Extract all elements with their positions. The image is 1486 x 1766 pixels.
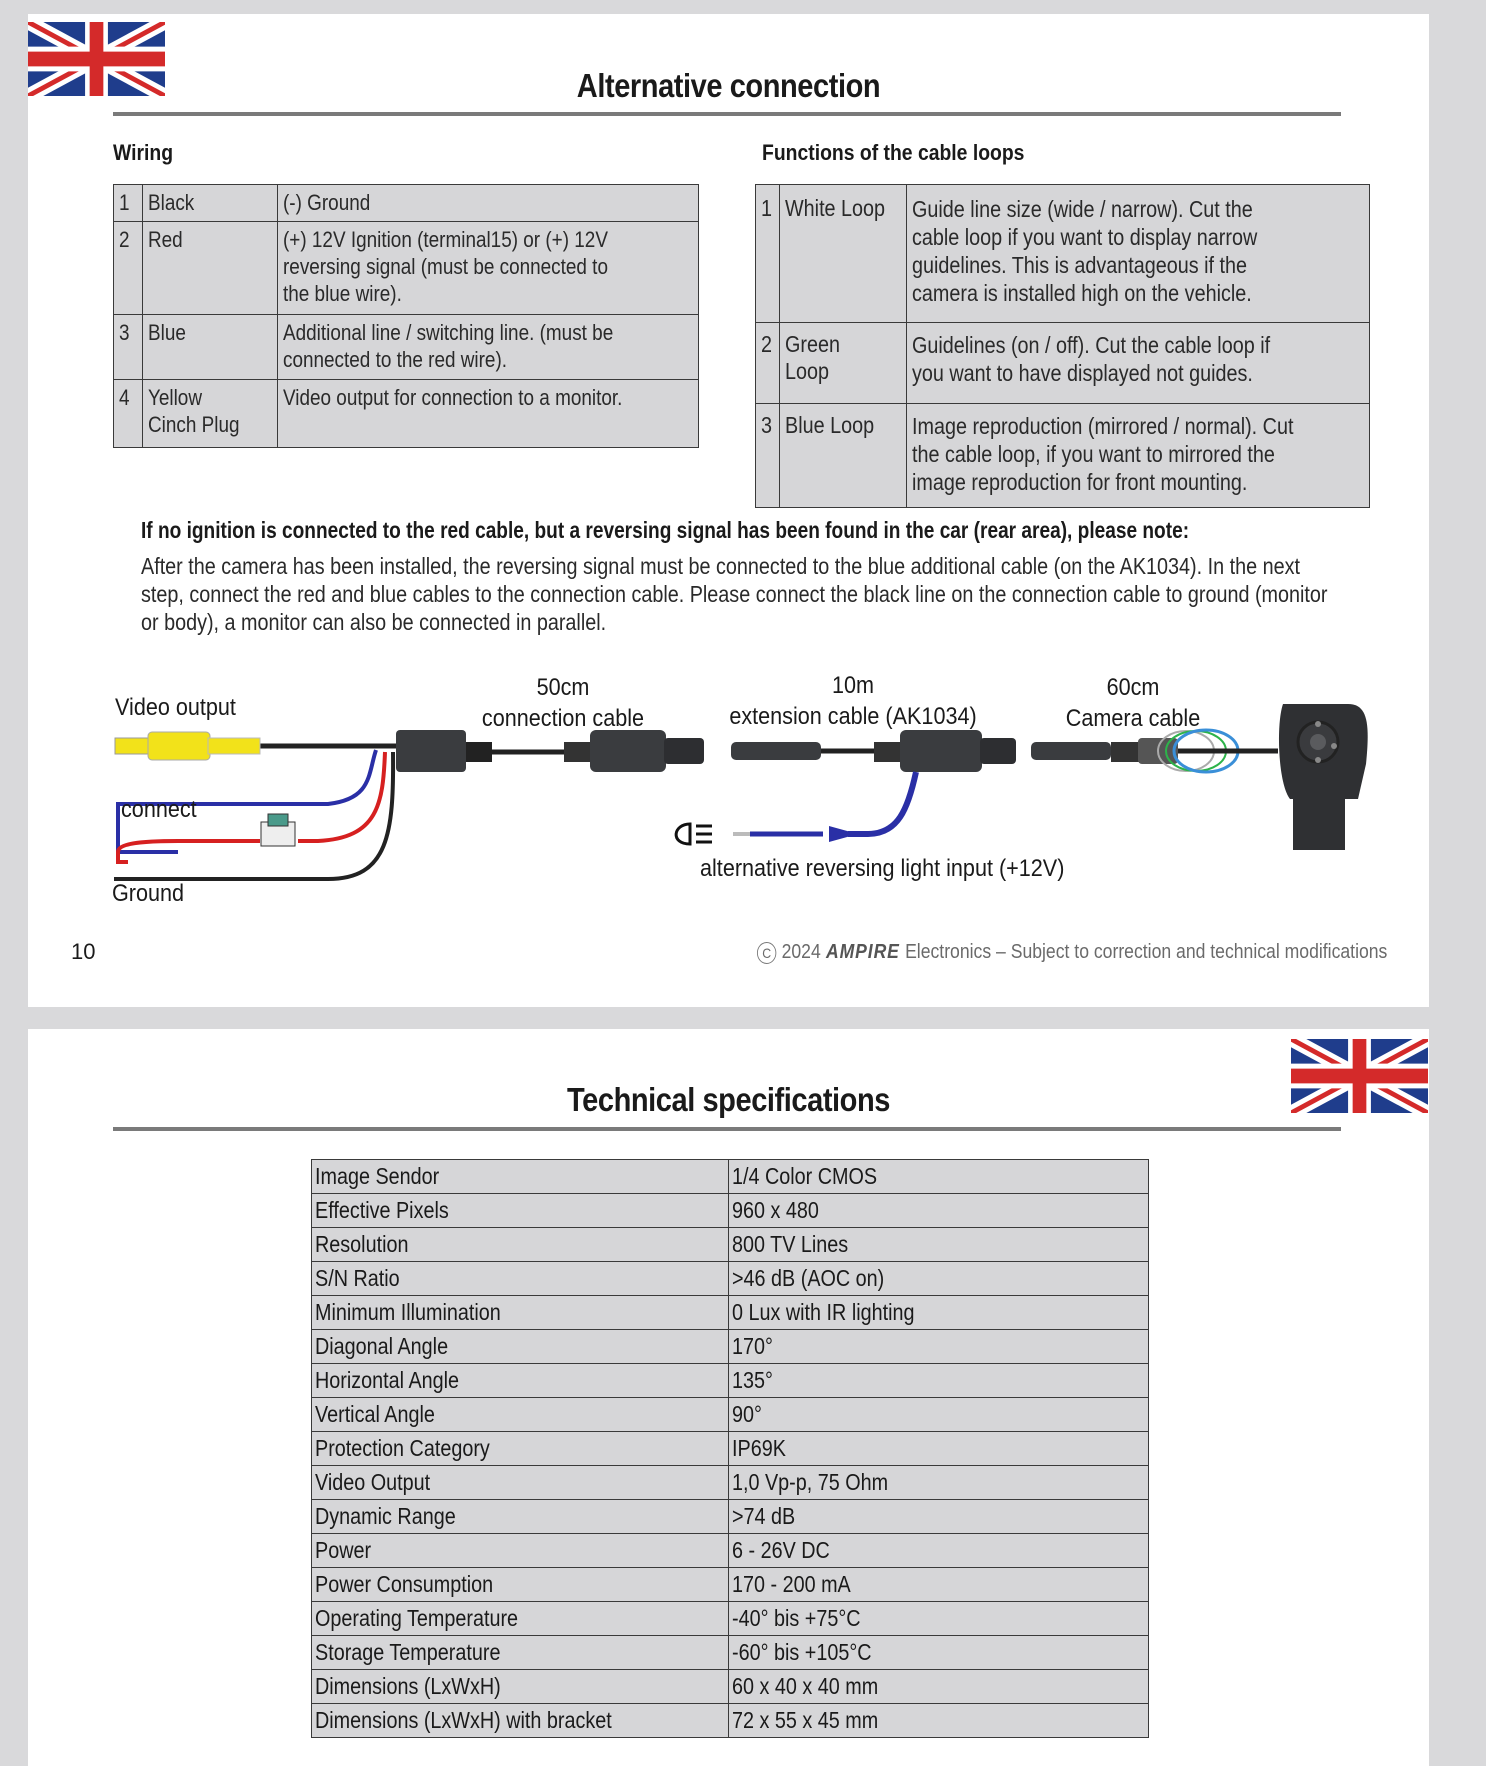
spec-value [729,1568,1149,1602]
extension-cable-label: extension cable (AK1034) [729,703,977,730]
footer-text: Electronics – Subject to correction and technical modifications [904,941,1387,963]
spec-value-text: 170° [732,1333,773,1359]
spec-label-text: Vertical Angle [315,1401,435,1427]
spec-row [312,1160,1149,1194]
spec-value-text: -60° bis +105°C [732,1639,872,1665]
extension-cable-length: 10m [831,672,875,699]
spec-row [312,1228,1149,1262]
table-row [756,185,1370,323]
spec-value [729,1466,1149,1500]
manual-page-10 [28,14,1429,1007]
spec-value-text: 6 - 26V DC [732,1537,830,1563]
spec-value [729,1160,1149,1194]
footer [757,941,1387,964]
spec-row [312,1432,1149,1466]
row-number: 4 [119,385,130,410]
spec-label [312,1704,729,1738]
table-row [114,380,699,448]
spec-value-text: 1,0 Vp-p, 75 Ohm [732,1469,889,1495]
footer-year: 2024 [781,941,821,963]
spec-label [312,1432,729,1466]
copyright-icon: C [757,942,776,964]
spec-row [312,1534,1149,1568]
camera-cable-length: 60cm [1106,674,1160,701]
spec-label [312,1466,729,1500]
spec-label-text: Diagonal Angle [315,1333,449,1359]
spec-value-text: 0 Lux with IR lighting [732,1299,915,1325]
table-row [114,222,699,315]
spec-label [312,1602,729,1636]
wire-description: (-) Ground [283,190,371,215]
wire-color: Black [147,190,195,215]
loop-name: Green Loop [784,331,840,384]
headlight-icon [676,824,712,844]
spec-value [729,1636,1149,1670]
connect-label: connect [121,796,197,823]
wire-color: Yellow Cinch Plug [147,385,240,437]
spec-value [729,1228,1149,1262]
spec-value [729,1670,1149,1704]
spec-row [312,1194,1149,1228]
brand-logo: AMPIRE [825,941,900,963]
loop-description: Guide line size (wide / narrow). Cut the cable loop if you want to display narrow guidelines. This is advantageous if the camera is installed high on the vehicle. [912,196,1258,306]
page-title: Technical specifications [567,1081,890,1118]
row-number: 1 [119,190,130,215]
spec-value-text: >74 dB [732,1503,796,1529]
spec-label [312,1398,729,1432]
camera-icon [1279,704,1368,850]
spec-label [312,1500,729,1534]
spec-row [312,1568,1149,1602]
spec-label [312,1194,729,1228]
spec-label-text: Protection Category [315,1435,490,1461]
loop-name: Blue Loop [784,412,874,438]
spec-label-text: Dimensions (LxWxH) [315,1673,501,1699]
spec-row [312,1670,1149,1704]
note-heading: If no ignition is connected to the red cable, but a reversing signal has been found in the car (rear area), please note: [141,517,1190,543]
table-row [114,185,699,222]
camera-cable-label: Camera cable [1065,705,1201,732]
wire-description: Additional line / switching line. (must be connected to the red wire). [283,320,614,372]
spec-value-text: 72 x 55 x 45 mm [732,1707,879,1733]
spec-value-text: 135° [732,1367,773,1393]
row-number: 3 [761,412,773,438]
spec-value-text: IP69K [732,1435,786,1461]
connection-cable-label: connection cable [481,705,645,732]
spec-label-text: Dimensions (LxWxH) with bracket [315,1707,612,1733]
spec-label-text: Operating Temperature [315,1605,519,1631]
spec-row [312,1262,1149,1296]
rca-plug-icon [115,732,260,760]
spec-row [312,1602,1149,1636]
wire-color: Blue [147,320,186,345]
spec-label [312,1262,729,1296]
ground-label: Ground [112,880,185,907]
spec-label-text: Horizontal Angle [315,1367,460,1393]
spec-label [312,1160,729,1194]
spec-label-text: Power [315,1537,372,1563]
spec-value [729,1296,1149,1330]
wiring-table [113,184,699,448]
spec-row [312,1398,1149,1432]
wire-description: Video output for connection to a monitor. [283,385,623,410]
spec-label [312,1228,729,1262]
row-number: 1 [761,195,773,221]
reversing-input-label: alternative reversing light input (+12V) [700,855,1065,882]
spec-value [729,1500,1149,1534]
loop-description: Guidelines (on / off). Cut the cable loop if you want to have displayed not guides. [912,332,1271,386]
spec-row [312,1704,1149,1738]
spec-value-text: >46 dB (AOC on) [732,1265,885,1291]
title-divider [113,1127,1341,1131]
spec-value-text: 960 x 480 [732,1197,819,1223]
spec-value [729,1602,1149,1636]
row-number: 2 [761,331,773,357]
spec-row [312,1364,1149,1398]
spec-value [729,1432,1149,1466]
cable-loops-table [755,184,1370,508]
spec-value [729,1398,1149,1432]
wiring-diagram [28,634,1429,934]
spec-label-text: Minimum Illumination [315,1299,501,1325]
spec-label [312,1670,729,1704]
wire-description: (+) 12V Ignition (terminal15) or (+) 12V reversing signal (must be connected to the blue wire). [283,227,608,306]
spec-value [729,1364,1149,1398]
specifications-table [311,1159,1149,1738]
cable-loops-heading: Functions of the cable loops [762,140,1025,165]
connection-cable-length: 50cm [536,674,590,701]
spec-row [312,1500,1149,1534]
spec-row [312,1466,1149,1500]
spec-row [312,1330,1149,1364]
spec-label-text: Dynamic Range [315,1503,456,1529]
spec-value [729,1704,1149,1738]
loop-description: Image reproduction (mirrored / normal). Cut the cable loop, if you want to mirrored the image reproduction for front mounting. [912,413,1294,495]
row-number: 2 [119,227,130,252]
spec-label-text: Video Output [315,1469,431,1495]
wire-color: Red [147,227,183,252]
spec-row [312,1296,1149,1330]
spec-label-text: Image Sendor [315,1163,440,1189]
spec-label-text: Power Consumption [315,1571,494,1597]
spec-label-text: S/N Ratio [315,1265,400,1291]
spec-label [312,1636,729,1670]
spec-label [312,1330,729,1364]
page-number: 10 [71,939,96,964]
spec-value-text: 800 TV Lines [732,1231,849,1257]
title-divider [113,112,1341,116]
page-title: Alternative connection [576,67,881,104]
spec-value-text: 170 - 200 mA [732,1571,851,1597]
spec-value [729,1194,1149,1228]
note-body: After the camera has been installed, the reversing signal must be connected to the blue additional cable (on the AK1034). In the next step, connect the red and blue cables to the connection cable. Please connect the black line on the connection cable to ground (monitor or body), a monitor can also be connected in parallel. [141,553,1328,635]
spec-value [729,1262,1149,1296]
table-row [756,404,1370,508]
spec-label [312,1296,729,1330]
spec-label [312,1364,729,1398]
spec-label-text: Resolution [315,1231,409,1257]
spec-value [729,1330,1149,1364]
manual-page-11 [28,1029,1429,1766]
fuse-icon [261,814,295,846]
loop-name: White Loop [784,195,885,221]
spec-label-text: Storage Temperature [315,1639,501,1665]
row-number: 3 [119,320,130,345]
table-row [756,323,1370,404]
spec-value [729,1534,1149,1568]
table-row [114,315,699,380]
spec-label-text: Effective Pixels [315,1197,449,1223]
spec-value-text: 90° [732,1401,762,1427]
spec-label [312,1534,729,1568]
wiring-heading: Wiring [113,140,174,165]
video-output-label: Video output [115,694,236,721]
spec-row [312,1636,1149,1670]
spec-value-text: 1/4 Color CMOS [732,1163,878,1189]
spec-value-text: 60 x 40 x 40 mm [732,1673,879,1699]
spec-label [312,1568,729,1602]
spec-value-text: -40° bis +75°C [732,1605,861,1631]
